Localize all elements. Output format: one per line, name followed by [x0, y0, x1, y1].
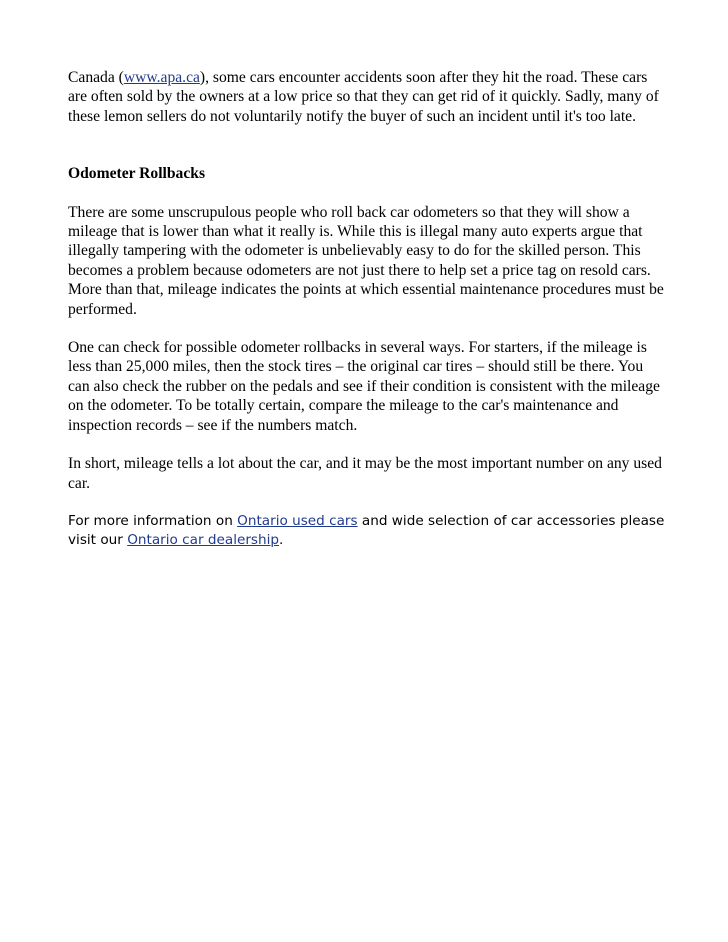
closing-text-after: . [279, 532, 284, 549]
body-paragraph-3: In short, mileage tells a lot about the car, and it may be the most important number on any used car. [68, 455, 662, 492]
body-paragraph-2: One can check for possible odometer rollbacks in several ways. For starters, if the mileage is less than 25,000 miles, then the stock tires – the original car tires – should still be there. You can also check the rubber on the pedals and see if their condition is consistent with the mileage on the odometer. To be totally certain, compare the mileage to the car's maintenance and inspection records – see if the numbers match. [68, 339, 660, 434]
body-paragraph-1: There are some unscrupulous people who roll back car odometers so that they will show a mileage that is lower than what it really is. While this is illegal many auto experts argue that illegally tampering with the odometer is unbelievably easy to do for the skilled person. This becomes a problem because odometers are not just there to help set a price tag on resold cars. More than that, mileage indicates the points at which essential maintenance procedures must be performed. [68, 203, 664, 318]
section-heading: Odometer Rollbacks [68, 165, 206, 183]
intro-text-before: Canada ( [68, 69, 124, 86]
closing-paragraph [68, 512, 668, 551]
intro-text-after: ), some cars encounter accidents soon after they hit the road. These cars are often sold by the owners at a low price so that they can get rid of it quickly. Sadly, many of these lemon sellers do not voluntarily notify the buyer of such an incident until it's too late. [68, 69, 659, 125]
document-page [68, 68, 668, 551]
closing-text-middle: and wide selection of car accessories please visit our [68, 512, 665, 549]
apa-link[interactable]: www.apa.ca [123, 69, 200, 86]
intro-paragraph [68, 68, 668, 126]
closing-text-before: For more information on [68, 512, 238, 529]
ontario-used-cars-link[interactable]: Ontario used cars [237, 512, 358, 529]
ontario-car-dealership-link[interactable]: Ontario car dealership [127, 532, 280, 549]
